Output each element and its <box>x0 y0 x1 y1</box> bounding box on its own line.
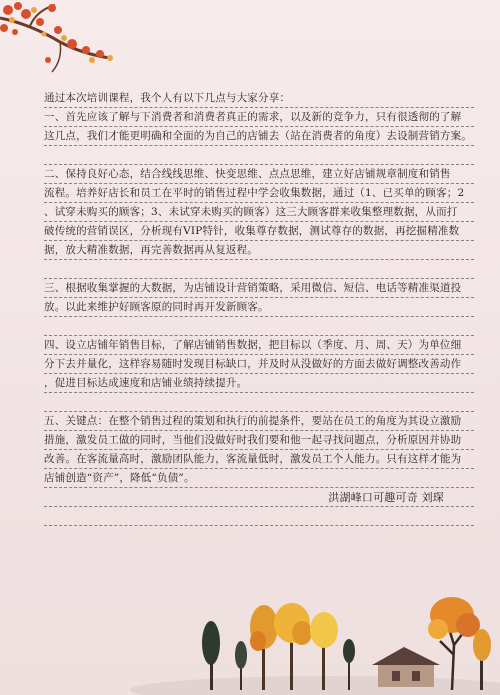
text-line: 三、根据收集掌握的大数据，为店铺设计营销策略，采用微信、短信、电话等精准渠道投 <box>44 279 474 298</box>
text-line <box>44 317 474 336</box>
ruled-text-area <box>44 89 474 526</box>
text-line <box>44 393 474 412</box>
text-line: 一、首先应该了解与下消费者和消费者真正的需求，以及新的竞争力，只有很透彻的了解 <box>44 108 474 127</box>
text-line <box>44 507 474 526</box>
text-line: 这几点，我们才能更明确和全面的为自己的店铺去（站在消费者的角度）去设制营销方案。 <box>44 127 474 146</box>
autumn-branch-decoration <box>0 0 120 80</box>
text-line: ，促进目标达成速度和店铺业绩持续提升。 <box>44 374 474 393</box>
text-line: 分下去并量化，这样容易随时发现目标缺口，并及时从没做好的方面去做好调整改善动作 <box>44 355 474 374</box>
text-line: 流程。培养好店长和员工在平时的销售过程中学会收集数据，通过（1、已买单的顾客；2 <box>44 184 474 203</box>
text-line: 据，放大精准数据，再完善数据再从复返程。 <box>44 241 474 260</box>
text-line: 破传统的营销误区，分析现有VIP特针，收集尊存数据，测试尊存的数据，再挖掘精准数 <box>44 222 474 241</box>
text-line <box>44 260 474 279</box>
text-line: 五、关键点：在整个销售过程的策划和执行的前提条件，要站在员工的角度为其设立激励 <box>44 412 474 431</box>
text-line: 放。以此来维护好顾客原的同时再开发新顾客。 <box>44 298 474 317</box>
text-line <box>44 146 474 165</box>
autumn-landscape-decoration <box>0 585 500 695</box>
house-icon <box>372 647 440 687</box>
text-line: 四、设立店铺年销售目标，了解店铺销售数据，把目标以（季度、月、周、天）为单位细 <box>44 336 474 355</box>
signature: 洪湖峰口可趣可奇 刘琛 <box>44 488 474 507</box>
text-line: 通过本次培训课程，我个人有以下几点与大家分享： <box>44 89 474 108</box>
text-line: 二、保持良好心态，结合线线思维、快变思维、点点思维，建立好店铺规章制度和销售 <box>44 165 474 184</box>
text-line: 措施，激发员工做的同时，当他们没做好时我们要和他一起寻找问题点，分析原因并协助 <box>44 431 474 450</box>
text-line: 店铺创造“资产”，降低“负债”。 <box>44 469 474 488</box>
text-line: 、试穿未购买的顾客；3、未试穿未购买的顾客）这三大顾客群来收集整理数据，从而打 <box>44 203 474 222</box>
text-line: 改善。在客流量高时，激励团队能力，客流量低时，激发员工个人能力。只有这样才能为 <box>44 450 474 469</box>
